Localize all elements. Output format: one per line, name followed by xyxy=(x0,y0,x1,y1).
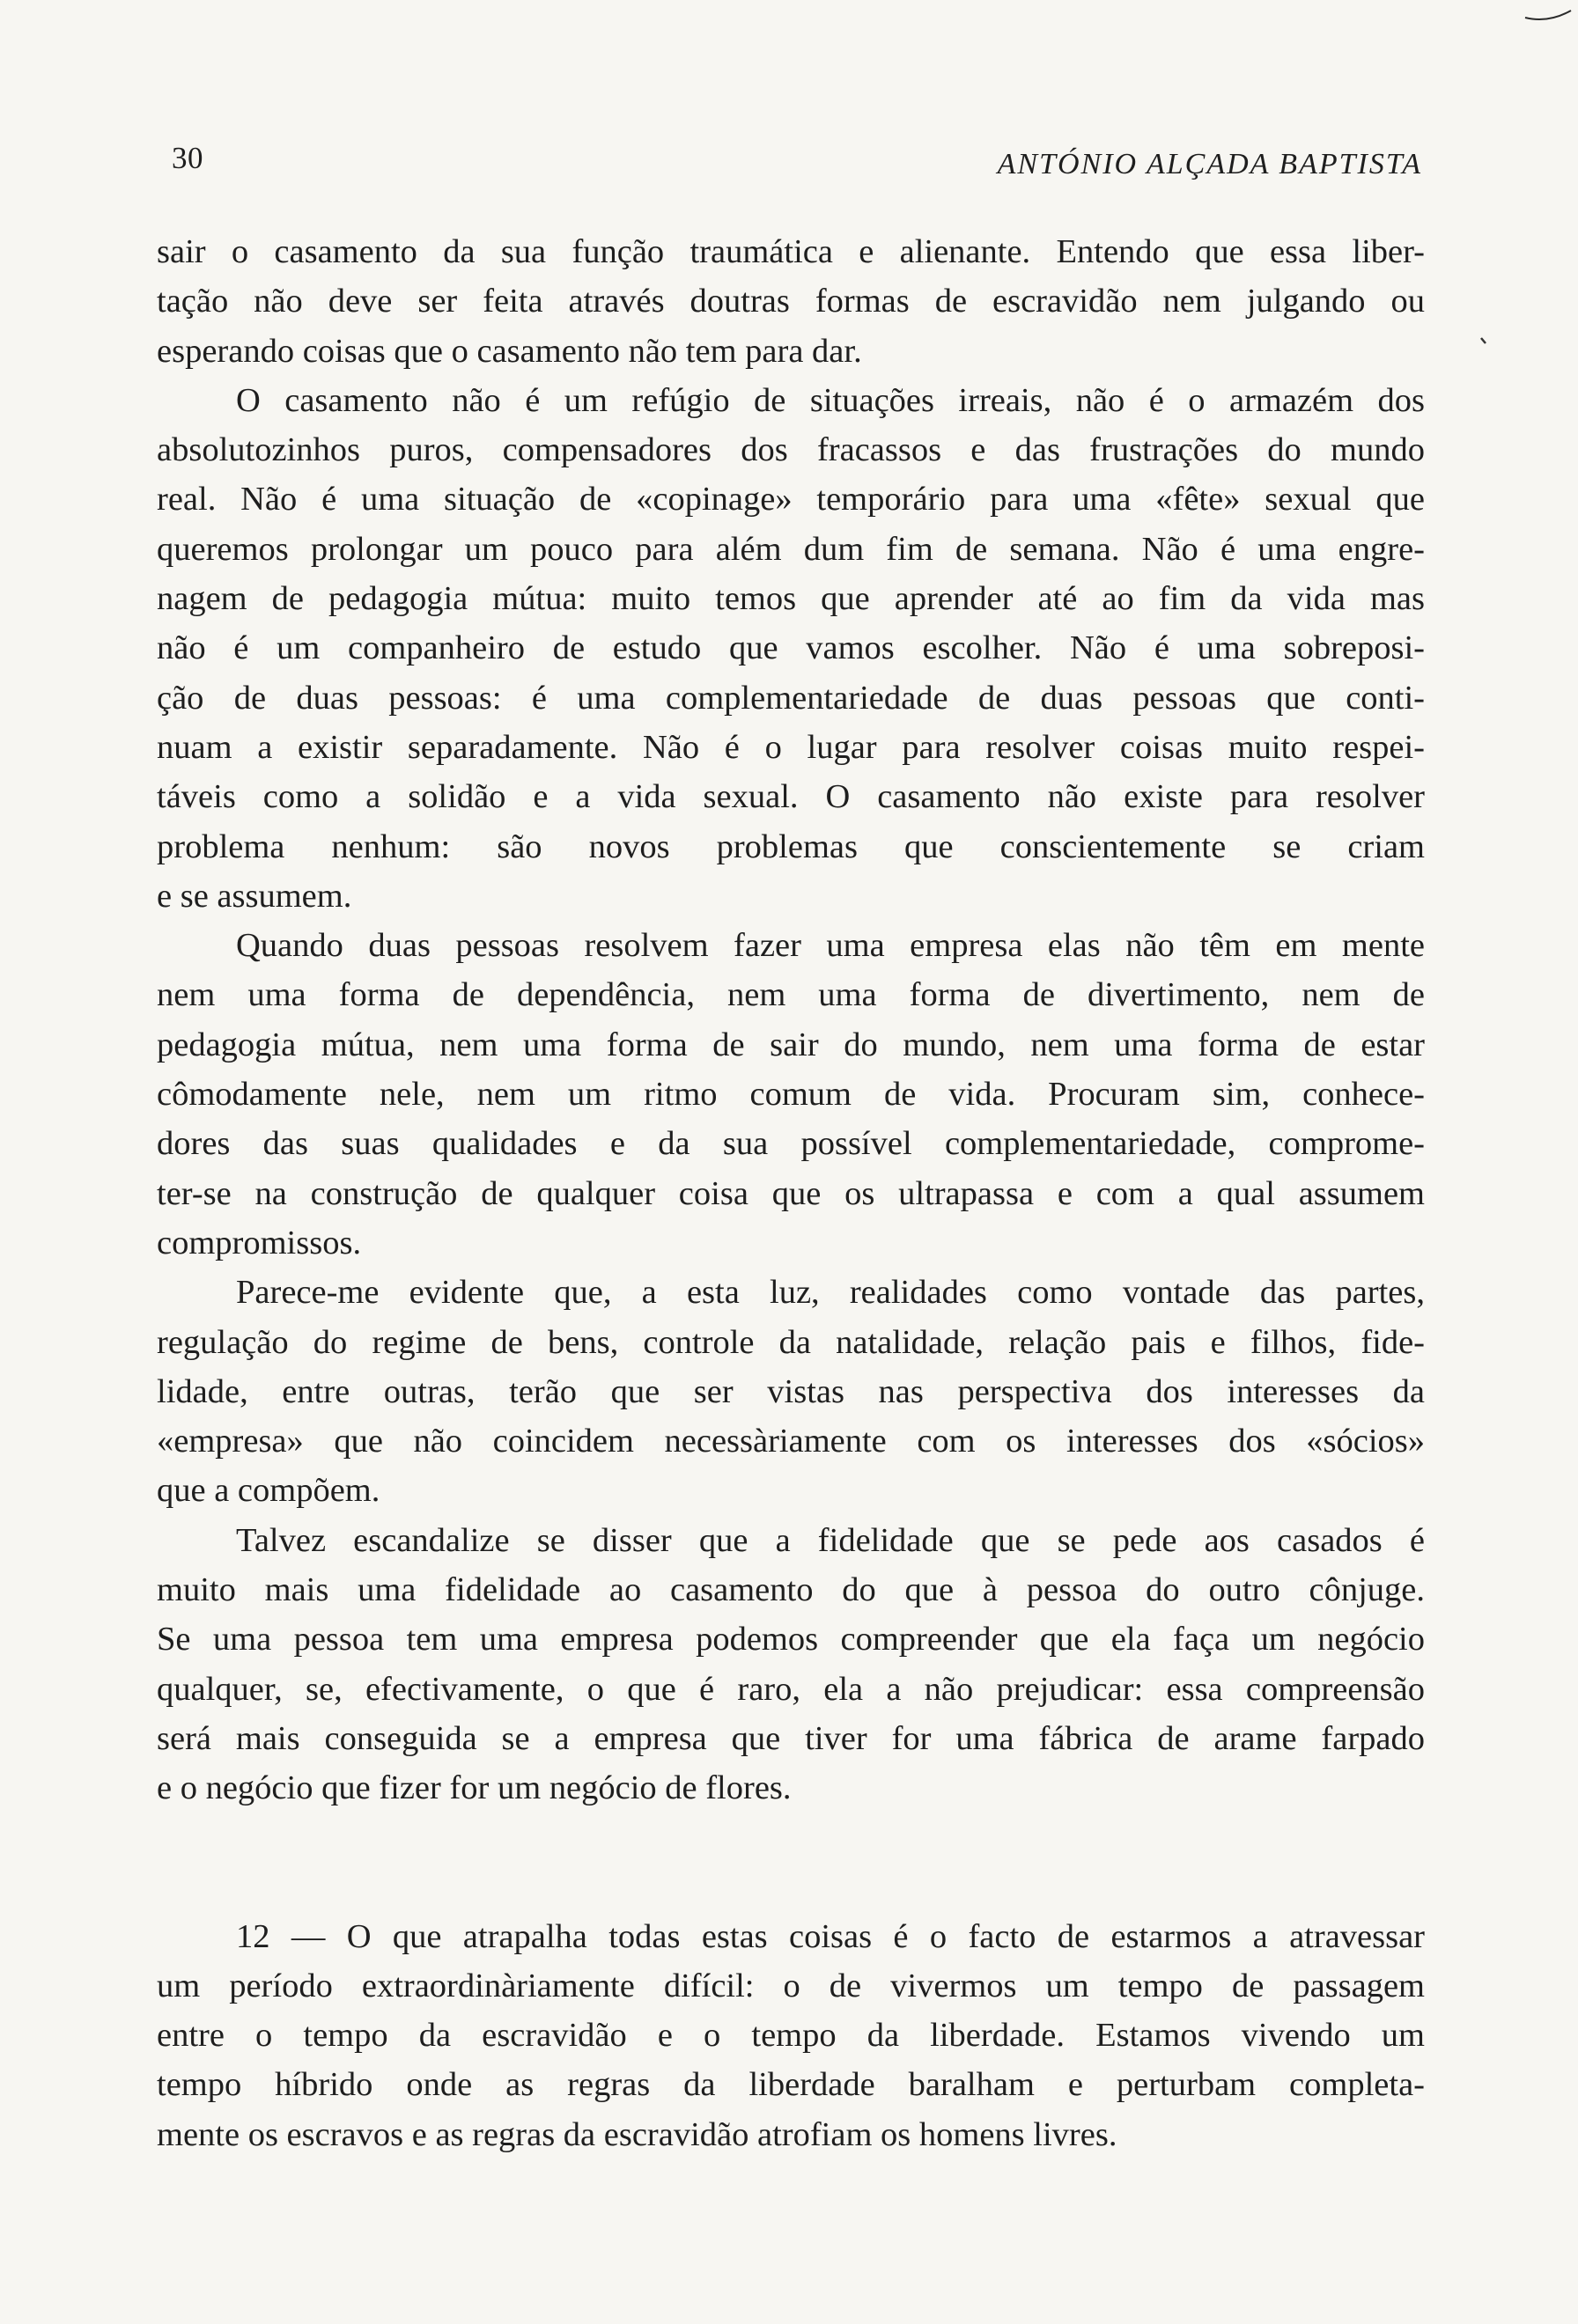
text-line: nagem de pedagogia mútua: muito temos que aprender até ao fim da vida mas xyxy=(157,580,1425,618)
text-line: tação não deve ser feita através doutras formas de escravidão nem julgando ou xyxy=(157,283,1425,320)
text-line: sair o casamento da sua função traumática e alienante. Entendo que essa liber- xyxy=(157,233,1425,270)
text-line: lidade, entre outras, terão que ser vistas nas perspectiva dos interesses da xyxy=(157,1372,1425,1410)
text-line: muito mais uma fidelidade ao casamento do que à pessoa do outro cônjuge. xyxy=(157,1571,1425,1609)
text-line: nem uma forma de dependência, nem uma forma de divertimento, nem de xyxy=(157,976,1425,1014)
paragraph xyxy=(157,1268,1425,1515)
text-line: dores das suas qualidades e da sua possível complementariedade, comprome- xyxy=(157,1125,1425,1163)
text-line: mente os escravos e as regras da escravidão atrofiam os homens livres. xyxy=(157,2115,1117,2153)
text-line: absolutozinhos puros, compensadores dos fracassos e das frustrações do mundo xyxy=(157,431,1425,469)
text-line: cômodamente nele, nem um ritmo comum de vida. Procuram sim, conhece- xyxy=(157,1076,1425,1114)
text-line: que a compõem. xyxy=(157,1472,380,1510)
pen-mark-tick xyxy=(1479,336,1488,345)
paragraph xyxy=(157,1912,1425,2159)
paragraph xyxy=(157,921,1425,1268)
text-line: O casamento não é um refúgio de situações irreais, não é o armazém dos xyxy=(236,381,1425,419)
text-line: um período extraordinàriamente difícil: o de vivermos um tempo de passagem xyxy=(157,1967,1425,2004)
text-line: ção de duas pessoas: é uma complementariedade de duas pessoas que conti- xyxy=(157,679,1425,717)
text-line: e o negócio que fizer for um negócio de flores. xyxy=(157,1769,792,1807)
text-line: 12 — O que atrapalha todas estas coisas é o facto de estarmos a atravessar xyxy=(236,1917,1425,1955)
text-line: ter-se na construção de qualquer coisa que os ultrapassa e com a qual assumem xyxy=(157,1174,1425,1212)
text-line: Se uma pessoa tem uma empresa podemos compreender que ela faça um negócio xyxy=(157,1621,1425,1658)
text-line: regulação do regime de bens, controle da natalidade, relação pais e filhos, fide- xyxy=(157,1323,1425,1361)
text-line: táveis como a solidão e a vida sexual. O casamento não existe para resolver xyxy=(157,778,1425,816)
text-line: será mais conseguida se a empresa que tiver for uma fábrica de arame farpado xyxy=(157,1719,1425,1757)
text-line: «empresa» que não coincidem necessàriamente com os interesses dos «sócios» xyxy=(157,1423,1425,1460)
paragraph xyxy=(157,227,1425,376)
paragraph xyxy=(157,376,1425,921)
section-break xyxy=(157,1813,1425,1912)
text-line: Talvez escandalize se disser que a fidelidade que se pede aos casados é xyxy=(236,1521,1425,1559)
running-head: ANTÓNIO ALÇADA BAPTISTA xyxy=(997,148,1422,180)
text-line: compromissos. xyxy=(157,1224,362,1261)
text-line: qualquer, se, efectivamente, o que é raro, ela a não prejudicar: essa compreensão xyxy=(157,1670,1425,1708)
text-line: tempo híbrido onde as regras da liberdade baralham e perturbam completa- xyxy=(157,2066,1425,2104)
text-line: queremos prolongar um pouco para além dum fim de semana. Não é uma engre- xyxy=(157,530,1425,568)
text-line: Quando duas pessoas resolvem fazer uma empresa elas não têm em mente xyxy=(236,927,1425,965)
text-line: problema nenhum: são novos problemas que conscientemente se criam xyxy=(157,827,1425,865)
text-line: nuam a existir separadamente. Não é o lugar para resolver coisas muito respei- xyxy=(157,728,1425,766)
text-line: Parece-me evidente que, a esta luz, realidades como vontade das partes, xyxy=(236,1274,1425,1312)
text-line: pedagogia mútua, nem uma forma de sair do mundo, nem uma forma de estar xyxy=(157,1026,1425,1063)
text-line: real. Não é uma situação de «copinage» temporário para uma «fête» sexual que xyxy=(157,481,1425,518)
paragraph xyxy=(157,1516,1425,1813)
page-number: 30 xyxy=(172,141,203,175)
pen-mark-corner xyxy=(1522,7,1574,23)
body-text xyxy=(157,227,1425,2159)
page-header xyxy=(172,141,1422,185)
text-line: entre o tempo da escravidão e o tempo da liberdade. Estamos vivendo um xyxy=(157,2017,1425,2055)
text-line: e se assumem. xyxy=(157,877,352,915)
text-line: esperando coisas que o casamento não tem para dar. xyxy=(157,332,862,370)
text-line: não é um companheiro de estudo que vamos escolher. Não é uma sobreposi- xyxy=(157,629,1425,667)
